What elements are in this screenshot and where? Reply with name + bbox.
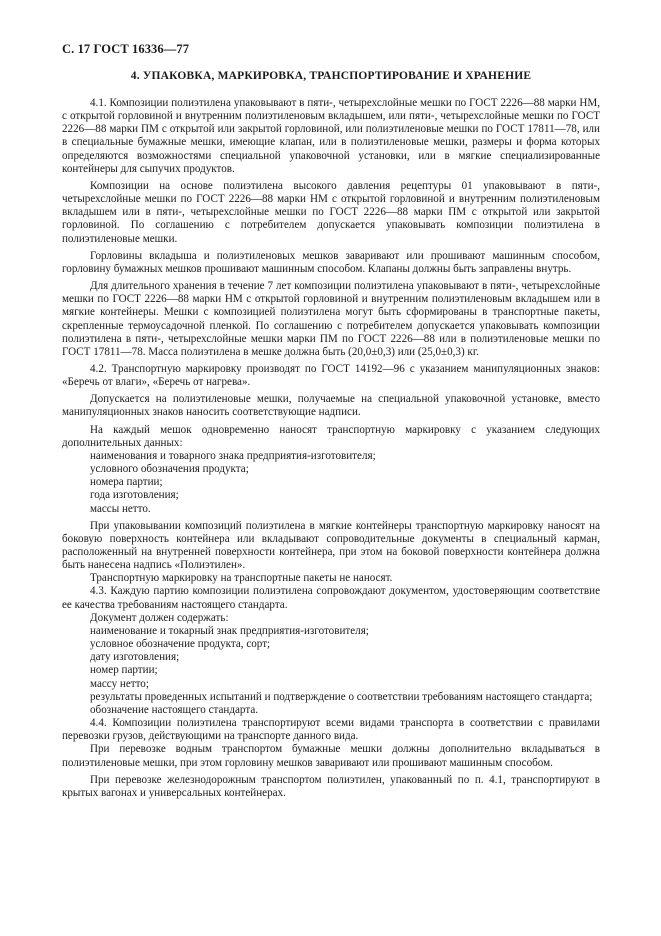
section-title: 4. УПАКОВКА, МАРКИРОВКА, ТРАНСПОРТИРОВАНИЕ И ХРАНЕНИЕ bbox=[130, 70, 532, 82]
paragraph: Для длительного хранения в течение 7 лет композиции полиэтилена упаковывают в пяти-, четырехслойные мешки по ГОСТ 2226—88 марки НМ с открытой горловиной и внутренним полиэтиленовым вкладышем или в мягкие контейнеры. Мешки с композицией полиэтилена могут быть сформированы в транспортные пакеты, скрепленные термоусадочной пленкой. По соглашению с потребителем допускается упаковывать композиции полиэтилена в пяти-, четырехслойные мешки марки ПМ по ГОСТ 2226—88 или в полиэтиленовые мешки по ГОСТ 17811—78. Масса полиэтилена в мешке должна быть (20,0±0,3) или (25,0±0,3) кг. bbox=[62, 280, 600, 358]
paragraph-4-3: 4.3. Каждую партию композиции полиэтилена сопровождают документом, удостоверяющим соответствие ее качества требованиям настоящего стандарта. bbox=[62, 585, 600, 611]
list-item: массу нетто; bbox=[90, 677, 149, 690]
paragraph: Композиции на основе полиэтилена высокого давления рецептуры 01 упаковывают в пяти-, четырехслойные мешки по ГОСТ 2226—88 марки НМ с открытой горловиной и внутренним полиэтиленовым вкладышем или в пяти-, четырехслойные мешки по ГОСТ 2226—88 марки ПМ с открытой или закрытой горловиной. По соглашению с потребителем допускается упаковывать композиции полиэтилена в полиэтиленовые мешки. bbox=[62, 179, 600, 245]
paragraph: Транспортную маркировку на транспортные пакеты не наносят. bbox=[90, 572, 393, 585]
paragraph: При упаковывании композиций полиэтилена в мягкие контейнеры транспортную маркировку наносят на боковую поверхность контейнера или вкладывают сопроводительные документы в специальный карман, расположенный на внутренней поверхности контейнера, при этом на боковой поверхности контейнера должна быть нанесена надпись «Полиэтилен». bbox=[62, 519, 600, 572]
paragraph-4-1: 4.1. Композиции полиэтилена упаковывают в пяти-, четырехслойные мешки по ГОСТ 2226—88 марки НМ, с открытой горловиной и внутренним полиэтиленовым вкладышем, или пяти-, четырехслойные мешки по ГОСТ 2226—88 марки ПМ с открытой или закрытой горловиной, или полиэтиленовые мешки по ГОСТ 17811—78, или в специальные бумажные мешки, имеющие клапан, или в полиэтиленовые мешки, размеры и форма которых определяются возможностями специальной упаковочной установки, или в мягкие специализированные контейнеры для сыпучих продуктов. bbox=[62, 97, 600, 175]
paragraph: При перевозке водным транспортом бумажные мешки должны дополнительно вкладываться в полиэтиленовые мешки, при этом горловину мешков заваривают или прошивают машинным способом. bbox=[62, 743, 600, 769]
list-item: массы нетто. bbox=[90, 502, 151, 515]
list-item: номер партии; bbox=[90, 664, 158, 677]
list-item: результаты проведенных испытаний и подтверждение о соответствии требованиям настоящего стандарта; bbox=[90, 690, 593, 703]
paragraph: Горловины вкладыша и полиэтиленовых мешков заваривают или прошивают машинным способом, горловину бумажных мешков прошивают машинным способом. Клапаны должны быть заправлены внутрь. bbox=[62, 249, 600, 275]
list-item: номера партии; bbox=[90, 476, 163, 489]
page-header: С. 17 ГОСТ 16336—77 bbox=[62, 42, 190, 56]
paragraph: При перевозке железнодорожным транспортом полиэтилен, упакованный по п. 4.1, транспортируют в крытых вагонах и универсальных контейнерах. bbox=[62, 773, 600, 799]
list-item: условное обозначение продукта, сорт; bbox=[90, 638, 271, 651]
paragraph: На каждый мешок одновременно наносят транспортную маркировку с указанием следующих дополнительных данных: bbox=[62, 423, 600, 449]
list-item: наименование и токарный знак предприятия-изготовителя; bbox=[90, 624, 369, 637]
document-body bbox=[62, 97, 600, 804]
list-item: условного обозначения продукта; bbox=[90, 463, 249, 476]
list-item: обозначение настоящего стандарта. bbox=[90, 703, 259, 716]
paragraph-4-4: 4.4. Композиции полиэтилена транспортируют всеми видами транспорта в соответствии с правилами перевозки грузов, действующими на транспорте данного вида. bbox=[62, 717, 600, 743]
list-item: наименования и товарного знака предприятия-изготовителя; bbox=[90, 449, 376, 462]
paragraph: Документ должен содержать: bbox=[90, 611, 229, 624]
list-item: дату изготовления; bbox=[90, 651, 180, 664]
paragraph-4-2: 4.2. Транспортную маркировку производят по ГОСТ 14192—96 с указанием манипуляционных знаков: «Беречь от влаги», «Беречь от нагрева». bbox=[62, 362, 600, 389]
list-item: года изготовления; bbox=[90, 489, 179, 502]
paragraph: Допускается на полиэтиленовые мешки, получаемые на специальной упаковочной установке, вместо манипуляционных знаков наносить соответствующие надписи. bbox=[62, 393, 600, 419]
